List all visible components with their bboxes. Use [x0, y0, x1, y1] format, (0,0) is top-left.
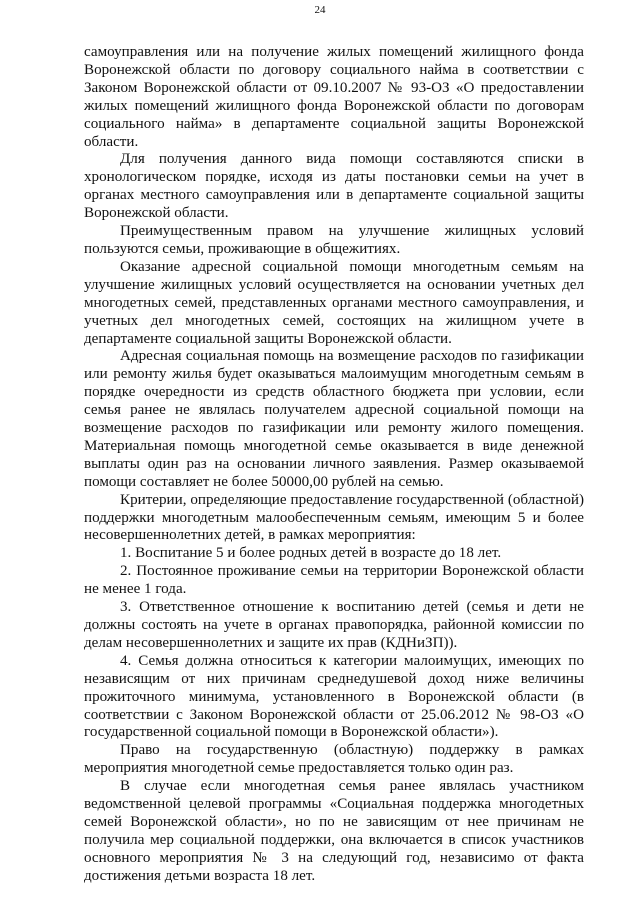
document-body [84, 44, 584, 886]
paragraph: Преимущественным правом на улучшение жилищных условий пользуются семьи, проживающие в общежитиях. [84, 223, 584, 257]
paragraph: Для получения данного вида помощи составляются списки в хронологическом порядке, исходя из даты постановки семьи на учет в органах местного самоуправления или в департаменте социальной защиты Воронежской области. [84, 151, 584, 222]
list-item: 3. Ответственное отношение к воспитанию детей (семья и дети не должны состоять на учете в органах правопорядка, районной комиссии по делам несовершеннолетних и защите их прав (КДНиЗП)). [84, 599, 584, 651]
list-item: 1. Воспитание 5 и более родных детей в возрасте до 18 лет. [120, 545, 502, 562]
page-number: 24 [314, 4, 326, 16]
paragraph: Право на государственную (областную) поддержку в рамках мероприятия многодетной семье предоставляется только один раз. [84, 742, 584, 777]
list-item: 2. Постоянное проживание семьи на территории Воронежской области не менее 1 года. [84, 563, 584, 598]
paragraph: В случае если многодетная семья ранее являлась участником ведомственной целевой программы «Социальная поддержка многодетных семей Воронежской области», но по не зависящим от нее причинам не получила мер социальной поддержки, она включается в список участников основного мероприятия № 3 на следующий год, независимо от факта достижения детьми возраста 18 лет. [84, 778, 584, 884]
list-item: 4. Семья должна относиться к категории малоимущих, имеющих по независящим от них причинам среднедушевой доход ниже величины прожиточного минимума, установленного в Воронежской области (в соответствии с Законом Воронежской области от 25.06.2012 № 98-ОЗ «О государственной социальной помощи в Воронежской области»). [84, 652, 584, 741]
paragraph: Критерии, определяющие предоставление государственной (областной) поддержки многодетным малообеспеченным семьям, имеющим 5 и более несовершеннолетних детей, в рамках мероприятия: [84, 491, 584, 544]
paragraph: Оказание адресной социальной помощи многодетным семьям на улучшение жилищных условий осуществляется на основании учетных дел многодетных семей, представленных органами местного самоуправления, и учетных дел многодетных семей, состоящих на жилищном учете в департаменте социальной защиты Воронежской области. [84, 258, 584, 347]
paragraph: Адресная социальная помощь на возмещение расходов по газификации или ремонту жилья будет оказываться малоимущим многодетным семьям в порядке очередности из средств областного бюджета при условии, если семья ранее не являлась получателем адресной социальной помощи на возмещение расходов по газификации или ремонту жилого помещения. Материальная помощь многодетной семье оказывается в виде денежной выплаты один раз на основании личного заявления. Размер оказываемой помощи составляет не более 50000,00 рублей на семью. [84, 348, 584, 490]
paragraph: самоуправления или на получение жилых помещений жилищного фонда Воронежской области по договору социального найма в соответствии с Законом Воронежской области от 09.10.2007 № 93-ОЗ «О предоставлении жилых помещений жилищного фонда Воронежской области по договорам социального найма» в департаменте социальной защиты Воронежской области. [84, 44, 584, 150]
